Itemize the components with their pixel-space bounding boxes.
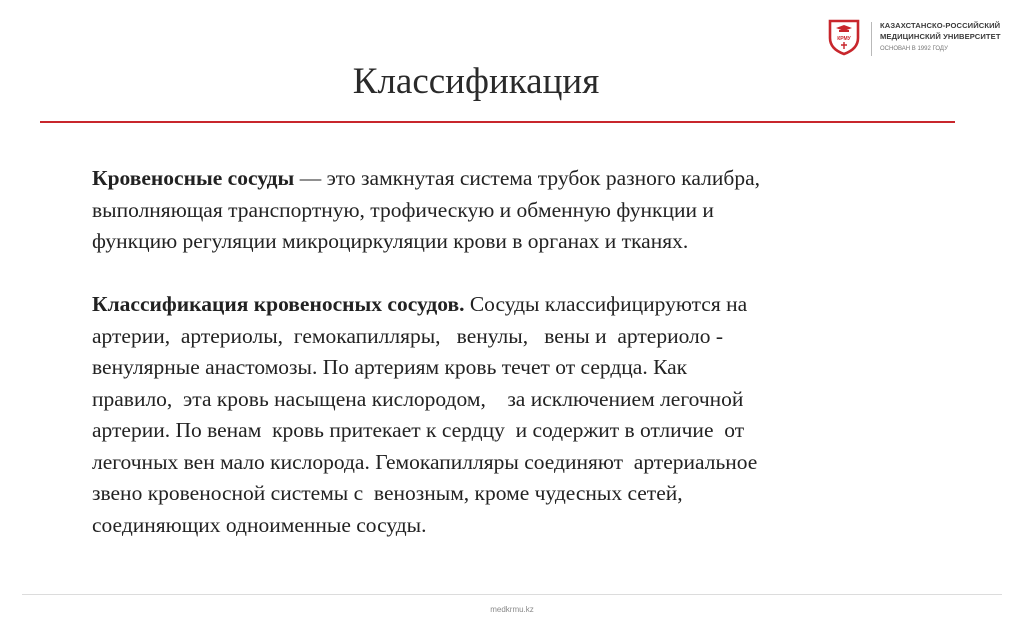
- paragraph-line: выполняющая транспортную, трофическую и обменную функции и: [92, 197, 714, 222]
- paragraph-text: Сосуды классифицируются на: [464, 292, 748, 316]
- footer-divider: [22, 594, 1002, 595]
- paragraph-line: легочных вен мало кислорода. Гемокапилляры соединяют артериальное: [92, 449, 758, 474]
- paragraph-line: соединяющих одноименные сосуды.: [92, 512, 427, 537]
- term-bold: Кровеносные сосуды: [92, 166, 295, 190]
- paragraph-classification: [92, 289, 932, 541]
- paragraph-line: артерии, артериолы, гемокапилляры, венулы, вены и артериоло -: [92, 323, 724, 348]
- title-underline: [40, 121, 955, 123]
- university-shield-icon: [827, 18, 861, 56]
- logo-founded: ОСНОВАН В 1992 ГОДУ: [880, 46, 948, 52]
- footer-website: medkrmu.kz: [490, 605, 534, 614]
- shield-text: КРМУ: [837, 36, 851, 42]
- slide-title: Классификация: [352, 61, 600, 102]
- term-bold: Классификация кровеносных сосудов.: [92, 292, 465, 316]
- logo-divider: [871, 22, 872, 56]
- paragraph-line: [92, 163, 932, 195]
- paragraph-line: артерии. По венам кровь притекает к сердцу и содержит в отличие от: [92, 418, 745, 442]
- logo-name-line1: КАЗАХСТАНСКО-РОССИЙСКИЙ: [880, 21, 1001, 30]
- paragraph-definition: [92, 163, 932, 258]
- paragraph-line: венулярные анастомозы. По артериям кровь течет от сердца. Как: [92, 355, 688, 379]
- paragraph-line: звено кровеносной системы с венозным, кроме чудесных сетей,: [92, 481, 683, 505]
- slide-body: [92, 163, 932, 541]
- paragraph-line: правило, эта кровь насыщена кислородом, за исключением легочной: [92, 386, 744, 411]
- paragraph-line: [92, 289, 932, 321]
- logo-name-line2: МЕДИЦИНСКИЙ УНИВЕРСИТЕТ: [880, 32, 1001, 41]
- university-logo: [827, 18, 1017, 60]
- paragraph-text: — это замкнутая система трубок разного калибра,: [294, 166, 760, 190]
- paragraph-line: функцию регуляции микроциркуляции крови в органах и тканях.: [92, 229, 689, 253]
